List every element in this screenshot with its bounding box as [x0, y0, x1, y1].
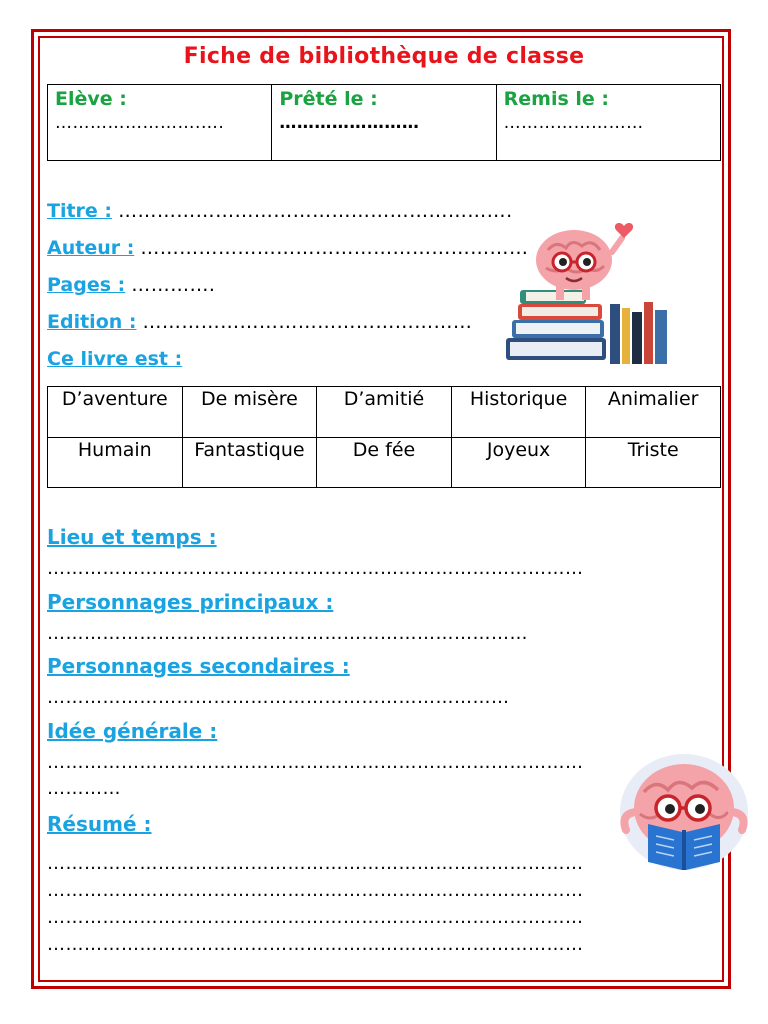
- title-field-input[interactable]: …………………………………………………….: [118, 200, 513, 222]
- title-field-label: Titre :: [47, 200, 113, 222]
- general-idea-label: Idée générale :: [47, 719, 218, 743]
- genre-option-aventure[interactable]: D’aventure: [48, 387, 183, 438]
- brain-character-icon: [536, 230, 622, 300]
- loan-table: [47, 84, 721, 161]
- open-book-icon: [648, 824, 720, 870]
- general-idea-line-1[interactable]: ……………………………………………………………………………: [47, 752, 584, 773]
- returned-date-label: Remis le :: [503, 88, 610, 110]
- lent-date-field[interactable]: ……………………: [279, 113, 420, 133]
- edition-field-label: Edition :: [47, 311, 137, 333]
- genre-heading: Ce livre est :: [47, 348, 183, 370]
- heart-icon: [615, 223, 633, 238]
- genre-row: [48, 387, 721, 438]
- author-field-label: Auteur :: [47, 237, 135, 259]
- general-idea-line-2[interactable]: …………: [47, 778, 121, 799]
- summary-line-2[interactable]: ……………………………………………………………………………: [47, 880, 584, 901]
- upright-books-icon: [610, 302, 667, 364]
- genre-option-amitie[interactable]: D’amitié: [317, 387, 452, 438]
- lent-date-label: Prêté le :: [279, 88, 378, 110]
- genre-option-humain[interactable]: Humain: [48, 437, 183, 488]
- genre-option-fee[interactable]: De fée: [317, 437, 452, 488]
- returned-cell[interactable]: [496, 85, 720, 161]
- main-characters-line[interactable]: ……………………………………………………………………: [47, 623, 528, 644]
- genre-option-historique[interactable]: Historique: [451, 387, 586, 438]
- secondary-characters-label: Personnages secondaires :: [47, 654, 350, 678]
- summary-line-4[interactable]: ……………………………………………………………………………: [47, 934, 584, 955]
- edition-field-input[interactable]: ……………………………………………: [142, 311, 473, 333]
- summary-line-1[interactable]: ……………………………………………………………………………: [47, 853, 584, 874]
- genre-option-animalier[interactable]: Animalier: [586, 387, 721, 438]
- pages-field-row: [47, 274, 215, 296]
- pages-field-input[interactable]: ………….: [131, 274, 216, 296]
- summary-label: Résumé :: [47, 812, 152, 836]
- genre-option-fantastique[interactable]: Fantastique: [182, 437, 317, 488]
- student-cell[interactable]: [48, 85, 272, 161]
- student-label: Elève :: [55, 88, 127, 110]
- returned-date-field[interactable]: ……………………: [503, 113, 644, 133]
- summary-line-3[interactable]: ……………………………………………………………………………: [47, 907, 584, 928]
- edition-field-row: [47, 311, 472, 333]
- pages-field-label: Pages :: [47, 274, 126, 296]
- brain-reading-illustration: [614, 752, 754, 880]
- place-time-label: Lieu et temps :: [47, 525, 217, 549]
- author-field-input[interactable]: ……………………………………………………: [140, 237, 529, 259]
- secondary-characters-line[interactable]: …………………………………………………………………: [47, 687, 510, 708]
- lent-cell[interactable]: [272, 85, 496, 161]
- main-characters-label: Personnages principaux :: [47, 590, 334, 614]
- genre-option-triste[interactable]: Triste: [586, 437, 721, 488]
- place-time-line[interactable]: ……………………………………………………………………………: [47, 558, 584, 579]
- genre-option-misere[interactable]: De misère: [182, 387, 317, 438]
- title-field-row: [47, 200, 513, 222]
- brain-on-books-illustration: [500, 216, 680, 368]
- genre-option-joyeux[interactable]: Joyeux: [451, 437, 586, 488]
- genre-heading-row: [47, 348, 182, 370]
- book-stack-icon: [506, 290, 606, 360]
- genre-row: [48, 437, 721, 488]
- page-title: Fiche de bibliothèque de classe: [183, 44, 585, 69]
- author-field-row: [47, 237, 528, 259]
- student-field[interactable]: …………………….….: [55, 113, 225, 133]
- genre-table: [47, 386, 721, 488]
